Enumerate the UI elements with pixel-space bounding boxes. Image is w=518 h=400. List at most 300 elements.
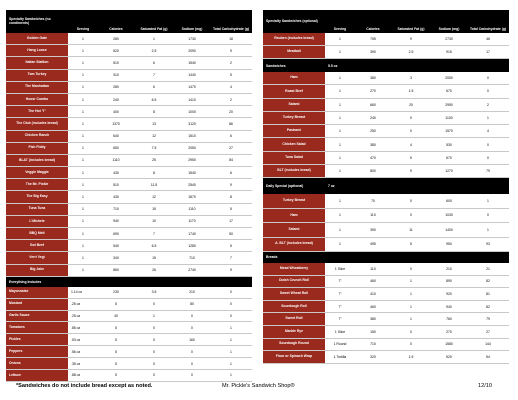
cell-item-name: Tomatoes <box>6 322 68 333</box>
table-row <box>6 155 252 167</box>
header-sodium: Sodium (mg) <box>181 27 203 31</box>
cell-saturated-fat: 8 <box>153 109 155 114</box>
cell-carbs: 5 <box>230 243 232 248</box>
cell-sodium: 1030 <box>445 213 453 218</box>
cell-item-name: Verri Vegi <box>6 252 68 263</box>
cell-saturated-fat: 6.5 <box>151 97 157 102</box>
cell-calories: 400 <box>113 109 119 114</box>
cell-calories: 150 <box>370 329 376 334</box>
cell-calories: 755 <box>370 37 376 41</box>
cell-sodium: 950 <box>446 242 452 247</box>
header-carbs: Total Carbohydrate (g) <box>212 27 250 31</box>
footer-title: Mr. Pickle's Sandwich Shop® <box>222 383 295 389</box>
cell-saturated-fat: 9 <box>410 169 412 174</box>
cell-carbs: 9 <box>230 182 232 187</box>
cell-serving: .25 oz <box>71 302 81 307</box>
table-row <box>6 131 252 143</box>
cell-calories: 110 <box>370 213 376 218</box>
cell-sodium: 760 <box>446 317 452 322</box>
table-row <box>263 209 509 223</box>
cell-carbs: 81 <box>486 291 490 296</box>
cell-item-name: Ham <box>263 72 325 84</box>
header-serving: Serving <box>76 27 90 31</box>
cell-carbs: 2 <box>230 97 232 102</box>
table-row <box>6 45 252 57</box>
cell-saturated-fat: 3.5 <box>151 290 157 295</box>
daily-special-rows <box>263 194 509 252</box>
cell-item-name: Sweet Wheat Roll <box>263 288 325 300</box>
cell-carbs: 4 <box>230 85 232 90</box>
cell-sodium: 1400 <box>445 227 453 232</box>
cell-sodium: 670 <box>446 89 452 94</box>
cell-carbs: 1 <box>230 337 232 342</box>
cell-sodium: 940 <box>446 304 452 309</box>
cell-saturated-fat: 5 <box>410 242 412 247</box>
table-row <box>6 265 252 277</box>
table-row <box>263 223 509 237</box>
cell-item-name: BLT (includes bread) <box>263 165 325 177</box>
table-row <box>6 216 252 228</box>
table-row <box>6 334 252 346</box>
cell-calories: 510 <box>113 182 119 187</box>
cell-serving: 1 <box>82 121 84 126</box>
cell-calories: 860 <box>113 268 119 273</box>
cell-sodium: 1870 <box>188 195 196 200</box>
cell-serving: 7" <box>338 317 342 322</box>
header-carbs: Total Carbohydrate (g) <box>469 27 507 31</box>
cell-saturated-fat: 13 <box>152 121 156 126</box>
cell-serving: .25 oz <box>71 313 81 318</box>
cell-sodium: 2540 <box>188 182 196 187</box>
cell-serving: 1 <box>339 169 341 174</box>
cell-calories: 310 <box>113 73 119 78</box>
cell-saturated-fat: 7.5 <box>151 146 157 151</box>
cell-sodium: 0 <box>191 373 193 378</box>
table-row <box>6 346 252 358</box>
cell-sodium: 1470 <box>188 85 196 90</box>
cell-serving: 1 Tortilla <box>333 354 347 359</box>
cell-item-name: Salami <box>263 223 325 236</box>
table-row <box>263 288 509 301</box>
cell-saturated-fat: 7 <box>153 73 155 78</box>
header-sodium: Sodium (mg) <box>438 27 460 31</box>
cell-saturated-fat: 1.5 <box>408 89 414 94</box>
cell-item-name: Marble Rye <box>263 326 325 338</box>
cell-serving: 7" <box>338 279 342 284</box>
cell-serving: 1 <box>82 48 84 53</box>
cell-sodium: 1170 <box>188 219 196 224</box>
table-row <box>6 106 252 118</box>
cell-calories: 270 <box>370 89 376 94</box>
table-row <box>263 125 509 138</box>
cell-saturated-fat: 0 <box>153 302 155 307</box>
cell-calories: 70 <box>371 199 375 204</box>
table-row <box>6 179 252 191</box>
cell-saturated-fat: 6 <box>153 60 155 65</box>
cell-saturated-fat: 6 <box>153 85 155 90</box>
cell-item-name: Meatball <box>263 46 325 58</box>
cell-sodium: 0 <box>191 313 193 318</box>
cell-calories: 470 <box>370 155 376 160</box>
cell-saturated-fat: 1 <box>410 279 412 284</box>
cell-calories: 495 <box>370 242 376 247</box>
cell-calories: 250 <box>370 129 376 134</box>
table-row <box>6 240 252 252</box>
cell-carbs: 82 <box>486 304 490 309</box>
cell-calories: 390 <box>370 50 376 54</box>
cell-carbs: 79 <box>486 169 490 174</box>
cell-sodium: 710 <box>189 255 195 260</box>
cell-saturated-fat: 0 <box>153 337 155 342</box>
cell-item-name: Pickles <box>6 334 68 345</box>
cell-carbs: 84 <box>229 158 233 163</box>
cell-item-name: Peppers <box>6 346 68 357</box>
cell-item-name: Reuben (includes bread) <box>263 33 325 45</box>
cell-item-name: Tuna Tuna <box>6 204 68 215</box>
cell-item-name: Salami <box>263 99 325 111</box>
cell-item-name: Ham <box>263 209 325 222</box>
cell-sodium: 670 <box>446 155 452 160</box>
cell-carbs: 1 <box>230 361 232 366</box>
cell-saturated-fat: 12 <box>152 134 156 139</box>
cell-serving: 1 <box>82 170 84 175</box>
cell-carbs: 0 <box>230 302 232 307</box>
cell-item-name: Tuna Salad <box>263 152 325 164</box>
cell-sodium: 270 <box>446 329 452 334</box>
cell-calories: 690 <box>113 231 119 236</box>
cell-calories: 460 <box>370 279 376 284</box>
cell-carbs: 0 <box>487 213 489 218</box>
cell-serving: 1 <box>82 85 84 90</box>
cell-sodium: 920 <box>446 291 452 296</box>
cell-sodium: 1540 <box>188 170 196 175</box>
header-saturated-fat: Saturated Fat (g) <box>397 27 425 31</box>
cell-carbs: 27 <box>486 329 490 334</box>
table-row <box>6 358 252 370</box>
cell-item-name: The Hot "I" <box>6 106 68 117</box>
cell-item-name: Turkey Breast <box>263 194 325 207</box>
cell-carbs: 1 <box>230 325 232 330</box>
cell-sodium: 915 <box>446 50 452 54</box>
includes-rows <box>6 287 252 382</box>
cell-carbs: 93 <box>486 242 490 247</box>
cell-carbs: 2 <box>230 60 232 65</box>
cell-item-name: BLAT (includes bread) <box>6 155 68 166</box>
cell-item-name: Got Beef <box>6 240 68 251</box>
cell-carbs: 8 <box>230 195 232 200</box>
cell-calories: 380 <box>370 76 376 81</box>
table-header <box>263 10 509 33</box>
table-row <box>6 57 252 69</box>
cell-item-name: Golden Gate <box>6 33 68 44</box>
table-row <box>6 191 252 203</box>
cell-saturated-fat: 1 <box>410 317 412 322</box>
breads-rows <box>263 263 509 364</box>
table-row <box>6 33 252 45</box>
table-row <box>6 299 252 311</box>
cell-carbs: 27 <box>229 146 233 151</box>
cell-serving: 1 <box>82 60 84 65</box>
cell-carbs: 5 <box>230 73 232 78</box>
cell-carbs: 50 <box>229 231 233 236</box>
cell-item-name: Hoosr Combo <box>6 94 68 105</box>
table-row <box>6 252 252 264</box>
sandwich-rows <box>6 33 252 277</box>
footer-date: 12/10 <box>478 383 492 389</box>
cell-saturated-fat: 0 <box>410 129 412 134</box>
cell-sodium: 2090 <box>188 48 196 53</box>
cell-sodium: 520 <box>446 354 452 359</box>
cell-carbs: 1 <box>487 116 489 121</box>
cell-sodium: 160 <box>189 337 195 342</box>
cell-item-name: Sourdough Round <box>263 339 325 351</box>
table-row <box>263 351 509 364</box>
table-row <box>6 82 252 94</box>
cell-serving: .85 oz <box>71 325 81 330</box>
sandwiches-rows <box>263 72 509 178</box>
cell-calories: 5 <box>115 361 117 366</box>
cell-item-name: Dutch Crunch Roll <box>263 276 325 288</box>
cell-calories: 230 <box>113 290 119 295</box>
cell-sodium: 210 <box>446 266 452 271</box>
cell-serving: 1 <box>82 195 84 200</box>
table-row <box>263 85 509 98</box>
cell-saturated-fat: 9 <box>410 37 412 41</box>
left-nutrition-table <box>6 10 252 382</box>
right-nutrition-table <box>263 10 509 364</box>
cell-serving: 1 <box>339 242 341 247</box>
cell-carbs: 79 <box>486 317 490 322</box>
cell-serving: 1 Round <box>333 342 347 347</box>
table-row <box>263 238 509 252</box>
cell-carbs: 1 <box>487 199 489 204</box>
cell-serving: 1 <box>339 102 341 107</box>
cell-sodium: 2730 <box>445 37 453 41</box>
cell-item-name: L'Michele <box>6 216 68 227</box>
cell-calories: 460 <box>370 304 376 309</box>
cell-carbs: 5 <box>230 207 232 212</box>
cell-item-name: The Club (includes bread) <box>6 118 68 129</box>
cell-serving: 1 <box>82 158 84 163</box>
cell-saturated-fat: 0 <box>410 199 412 204</box>
header-calories: Calories <box>109 27 123 31</box>
table-row <box>6 70 252 82</box>
cell-serving: 1 Slice <box>334 266 346 271</box>
cell-sodium: 1100 <box>445 116 453 121</box>
cell-carbs: 9 <box>230 268 232 273</box>
cell-sodium: 1730 <box>188 36 196 41</box>
cell-carbs: 6 <box>230 170 232 175</box>
cell-calories: 1370 <box>112 121 120 126</box>
cell-item-name: Roast Beef <box>263 85 325 97</box>
cell-sodium: 2950 <box>445 102 453 107</box>
cell-carbs: 0 <box>230 313 232 318</box>
cell-serving: 1 <box>82 207 84 212</box>
cell-saturated-fat: 0 <box>410 342 412 347</box>
cell-saturated-fat: 0 <box>410 116 412 121</box>
cell-saturated-fat: 20 <box>409 102 413 107</box>
cell-calories: 5 <box>115 349 117 354</box>
cell-saturated-fat: 1.5 <box>408 354 414 359</box>
cell-serving: 1 <box>82 231 84 236</box>
cell-item-name: Mayonnaise <box>6 287 68 298</box>
cell-item-name: Veggie Maggie <box>6 167 68 178</box>
cell-saturated-fat: 12 <box>152 195 156 200</box>
cell-item-name: Turkey Breast <box>263 112 325 124</box>
cell-item-name: Lettuce <box>6 370 68 381</box>
header-calories: Calories <box>366 27 380 31</box>
cell-calories: 390 <box>370 227 376 232</box>
cell-serving: 1 Slice <box>334 329 346 334</box>
cell-saturated-fat: 1 <box>153 36 155 41</box>
cell-sodium: 2050 <box>188 146 196 151</box>
cell-calories: 380 <box>370 317 376 322</box>
cell-saturated-fat: 15 <box>152 207 156 212</box>
cell-calories: 5 <box>115 302 117 307</box>
cell-serving: 1 <box>339 116 341 121</box>
cell-calories: 710 <box>370 342 376 347</box>
cell-serving: 1 <box>82 255 84 260</box>
table-row <box>263 313 509 326</box>
cell-serving: 1 <box>339 129 341 134</box>
cell-item-name: Chicken Ranch <box>6 131 68 142</box>
cell-carbs: 17 <box>486 50 490 54</box>
cell-item-name: Hang Loose <box>6 45 68 56</box>
cell-calories: 5 <box>115 337 117 342</box>
cell-sodium: 1000 <box>188 109 196 114</box>
cell-serving: 1 <box>82 109 84 114</box>
cell-saturated-fat: 15 <box>152 255 156 260</box>
footer-note: *Sandwiches do not include bread except as noted. <box>16 383 153 389</box>
cell-serving: 1 <box>339 199 341 204</box>
header-saturated-fat: Saturated Fat (g) <box>140 27 168 31</box>
cell-serving: 1 <box>82 97 84 102</box>
cell-saturated-fat: 5 <box>410 155 412 160</box>
cell-serving: 1 <box>82 134 84 139</box>
cell-item-name: Sourdough Roll <box>263 301 325 313</box>
cell-calories: 110 <box>370 266 376 271</box>
cell-item-name: Big Jake <box>6 265 68 276</box>
cell-saturated-fat: 0 <box>153 373 155 378</box>
table-row <box>6 311 252 323</box>
cell-saturated-fat: 1 <box>153 313 155 318</box>
cell-calories: 520 <box>113 48 119 53</box>
cell-carbs: 2 <box>487 102 489 107</box>
cell-sodium: 1540 <box>188 60 196 65</box>
cell-serving: 1 <box>339 89 341 94</box>
table-row <box>263 33 509 46</box>
cell-calories: 5 <box>115 373 117 378</box>
cell-serving: 1 <box>82 268 84 273</box>
cell-saturated-fat: 11 <box>409 227 413 232</box>
cell-sodium: 2740 <box>188 268 196 273</box>
header-title: Specialty Sandwiches (optional) <box>266 18 318 23</box>
cell-carbs: 1 <box>230 373 232 378</box>
table-row <box>6 287 252 299</box>
breads-header: Breads <box>263 252 509 263</box>
cell-carbs: 6 <box>230 134 232 139</box>
cell-calories: 5 <box>115 325 117 330</box>
cell-carbs: 4 <box>487 129 489 134</box>
table-row <box>6 94 252 106</box>
cell-saturated-fat: 7 <box>153 231 155 236</box>
cell-saturated-fat: 11.5 <box>150 182 158 187</box>
cell-sodium: 1510 <box>188 134 196 139</box>
cell-carbs: 86 <box>229 121 233 126</box>
cell-serving: 1 <box>82 73 84 78</box>
cell-sodium: 1580 <box>445 342 453 347</box>
cell-serving: .88 oz <box>71 373 81 378</box>
cell-carbs: 144 <box>485 342 491 347</box>
cell-carbs: 1 <box>230 349 232 354</box>
cell-saturated-fat: 6.5 <box>151 243 157 248</box>
cell-carbs: 0 <box>487 142 489 147</box>
daily-special-serving-note: 7 oz <box>328 184 335 189</box>
cell-calories: 410 <box>370 291 376 296</box>
table-row <box>263 138 509 151</box>
table-row <box>263 263 509 276</box>
table-row <box>6 143 252 155</box>
cell-item-name: The Manhattan <box>6 82 68 93</box>
cell-carbs: 46 <box>486 37 490 41</box>
cell-carbs: 7 <box>230 255 232 260</box>
cell-item-name: Sweet Roll <box>263 313 325 325</box>
cell-calories: 640 <box>113 134 119 139</box>
table-row <box>6 322 252 334</box>
cell-saturated-fat: 1 <box>410 304 412 309</box>
cell-saturated-fat: 0 <box>410 266 412 271</box>
cell-serving: 1 <box>82 36 84 41</box>
cell-serving: 1 <box>82 182 84 187</box>
cell-saturated-fat: 0 <box>153 349 155 354</box>
cell-sodium: 1440 <box>188 73 196 78</box>
cell-sodium: 2950 <box>188 158 196 163</box>
cell-calories: 340 <box>113 255 119 260</box>
cell-calories: 240 <box>113 97 119 102</box>
cell-serving: 1 <box>339 142 341 147</box>
cell-sodium: 210 <box>189 290 195 295</box>
cell-calories: 540 <box>113 243 119 248</box>
cell-calories: 280 <box>113 36 119 41</box>
cell-sodium: 1740 <box>188 231 196 236</box>
cell-serving: 7" <box>338 291 342 296</box>
cell-item-name: BBQ Melt <box>6 228 68 239</box>
page-footer <box>0 383 518 395</box>
cell-carbs: 0 <box>487 76 489 81</box>
cell-calories: 280 <box>113 85 119 90</box>
table-row <box>6 167 252 179</box>
cell-serving: .53 oz <box>71 337 81 342</box>
table-row <box>263 99 509 112</box>
cell-carbs: 20 <box>229 109 233 114</box>
table-row <box>263 46 509 59</box>
cell-item-name: Onions <box>6 358 68 369</box>
cell-serving: 1 <box>339 50 341 54</box>
cell-saturated-fat: 3 <box>410 76 412 81</box>
cell-carbs: 9 <box>230 48 232 53</box>
cell-sodium: 890 <box>446 279 452 284</box>
daily-special-header <box>263 178 509 194</box>
cell-calories: 800 <box>370 169 376 174</box>
cell-sodium: 1280 <box>188 243 196 248</box>
cell-calories: 380 <box>370 142 376 147</box>
cell-serving: 1 <box>82 243 84 248</box>
cell-carbs: 82 <box>486 279 490 284</box>
cell-sodium: 2050 <box>445 76 453 81</box>
cell-sodium: 80 <box>190 302 194 307</box>
cell-saturated-fat: 1 <box>410 291 412 296</box>
table-row <box>263 326 509 339</box>
